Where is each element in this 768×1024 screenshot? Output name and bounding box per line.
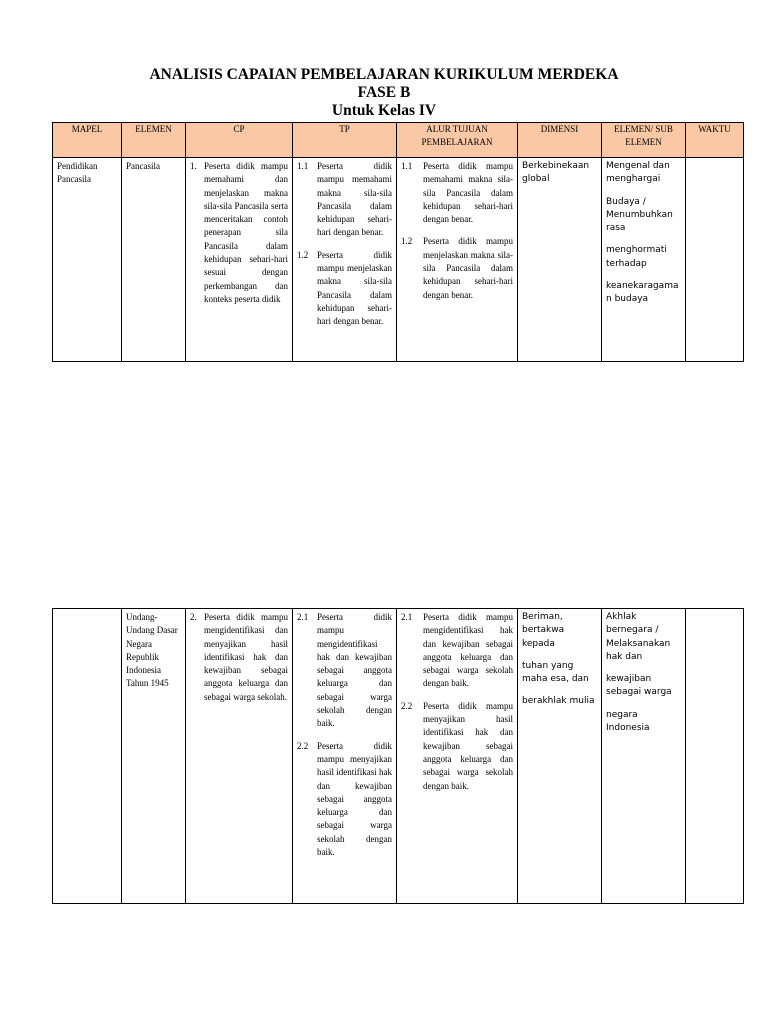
tp-number: 1.2 (297, 249, 309, 260)
cell-sub-elemen (602, 158, 686, 362)
header-atp (397, 123, 518, 158)
tp-text: Peserta didik mampu menjelaskan makna sila-sila Pancasila dalam kehidupan sehari-hari dengan benar. (317, 249, 392, 327)
sub-elemen-text: Budaya / Menumbuhkan rasa (606, 196, 673, 234)
atp-text: Peserta didik mampu menyajikan hasil identifikasi hak dan kewajiban sebagai anggota keluarga dan sebagai warga sekolah dengan baik. (423, 700, 513, 791)
cell-atp (397, 158, 518, 362)
cell-elemen: Undang-Undang Dasar Negara Republik Indonesia Tahun 1945 (122, 609, 186, 904)
tp-text: Peserta didik mampu memahami makna sila-sila Pancasila dalam kehidupan sehari-hari dengan benar. (317, 161, 392, 238)
cp-text: Peserta didik mampu memahami dan menjelaskan makna sila-sila Pancasila serta menceritakan contoh penerapan sila Pancasila dalam kehidupan sehari-hari sesuai dengan perkembangan dan konteks peserta didik (204, 161, 288, 304)
cell-atp (397, 609, 518, 904)
table-row (53, 609, 744, 904)
header-mapel: MAPEL (53, 123, 122, 158)
cell-waktu (686, 609, 744, 904)
cell-cp (186, 609, 293, 904)
tp-number: 1.1 (297, 161, 309, 171)
cell-sub-elemen (602, 609, 686, 904)
document-title (0, 66, 768, 120)
cell-dimensi (518, 158, 602, 362)
header-dimensi: DIMENSI (518, 123, 602, 158)
cp-number: 1. (190, 161, 197, 171)
dimensi-text: Berkebinekaan global (522, 161, 590, 185)
atp-number: 1.2 (401, 236, 413, 247)
atp-text: Peserta didik mampu menjelaskan makna sila-sila Pancasila dalam kehidupan sehari-hari dengan benar. (423, 236, 513, 300)
cell-waktu (686, 158, 744, 362)
tp-text: Peserta didik mampu menyajikan hasil identifikasi hak dan kewajiban sebagai anggota keluarga dan sebagai warga sekolah dengan baik. (317, 740, 392, 858)
atp-text: Peserta didik mampu memahami makna sila-sila Pancasila dalam kehidupan sehari-hari dengan benar. (423, 161, 513, 225)
header-row (53, 123, 744, 158)
header-sub-elemen (602, 123, 686, 158)
header-sub-line1: ELEMEN/ SUB (614, 124, 673, 134)
cp-text: Peserta didik mampu mengidentifikasi dan menyajikan hasil identifikasi hak dan kewajiban sebagai anggota keluarga dan sebagai warga sekolah. (204, 612, 288, 702)
title-line-3: Untuk Kelas IV (331, 102, 437, 119)
table-row (53, 158, 744, 362)
title-line-2: FASE B (357, 84, 411, 101)
cell-elemen: Pancasila (122, 158, 186, 362)
sub-elemen-text: Akhlak bernegara / Melaksanakan hak dan (606, 612, 671, 662)
tp-text: Peserta didik mampu mengidentifikasi hak dan kewajiban sebagai anggota keluarga dan sebagai warga sekolah dengan baik. (317, 612, 392, 729)
dimensi-text: berakhlak mulia (522, 696, 595, 707)
header-atp-line2: PEMBELAJARAN (421, 137, 493, 148)
header-atp-line1: ALUR TUJUAN (426, 124, 488, 134)
sub-elemen-text: negara Indonesia (606, 709, 650, 734)
atp-text: Peserta didik mampu mengidentifikasi hak dan kewajiban sebagai anggota keluarga dan sebagai warga sekolah dengan baik. (423, 612, 513, 689)
analysis-table-2 (52, 608, 744, 904)
sub-elemen-text: Mengenal dan menghargai (606, 161, 670, 185)
tp-number: 2.2 (297, 740, 309, 751)
header-sub-line2: ELEMEN (625, 137, 662, 148)
atp-number: 2.1 (401, 612, 413, 622)
dimensi-text: tuhan yang maha esa, dan (522, 660, 589, 685)
cell-cp (186, 158, 293, 362)
title-line-1: ANALISIS CAPAIAN PEMBELAJARAN KURIKULUM MERDEKA (149, 66, 619, 83)
analysis-table-1 (52, 122, 744, 362)
atp-number: 1.1 (401, 161, 413, 171)
header-cp: CP (186, 123, 293, 158)
cp-number: 2. (190, 612, 197, 622)
tp-number: 2.1 (297, 612, 309, 622)
sub-elemen-text: kewajiban sebagai warga (606, 674, 672, 698)
header-elemen: ELEMEN (122, 123, 186, 158)
cell-dimensi (518, 609, 602, 904)
cell-mapel: Pendidikan Pancasila (53, 158, 122, 362)
cell-tp (293, 609, 397, 904)
sub-elemen-text: keanekaragama n budaya (606, 281, 679, 305)
dimensi-text: Beriman, bertakwa kepada (522, 612, 565, 649)
sub-elemen-text: menghormati terhadap (606, 245, 667, 269)
header-tp: TP (293, 123, 397, 158)
cell-mapel (53, 609, 122, 904)
header-waktu: WAKTU (686, 123, 744, 158)
cell-tp (293, 158, 397, 362)
atp-number: 2.2 (401, 700, 413, 711)
